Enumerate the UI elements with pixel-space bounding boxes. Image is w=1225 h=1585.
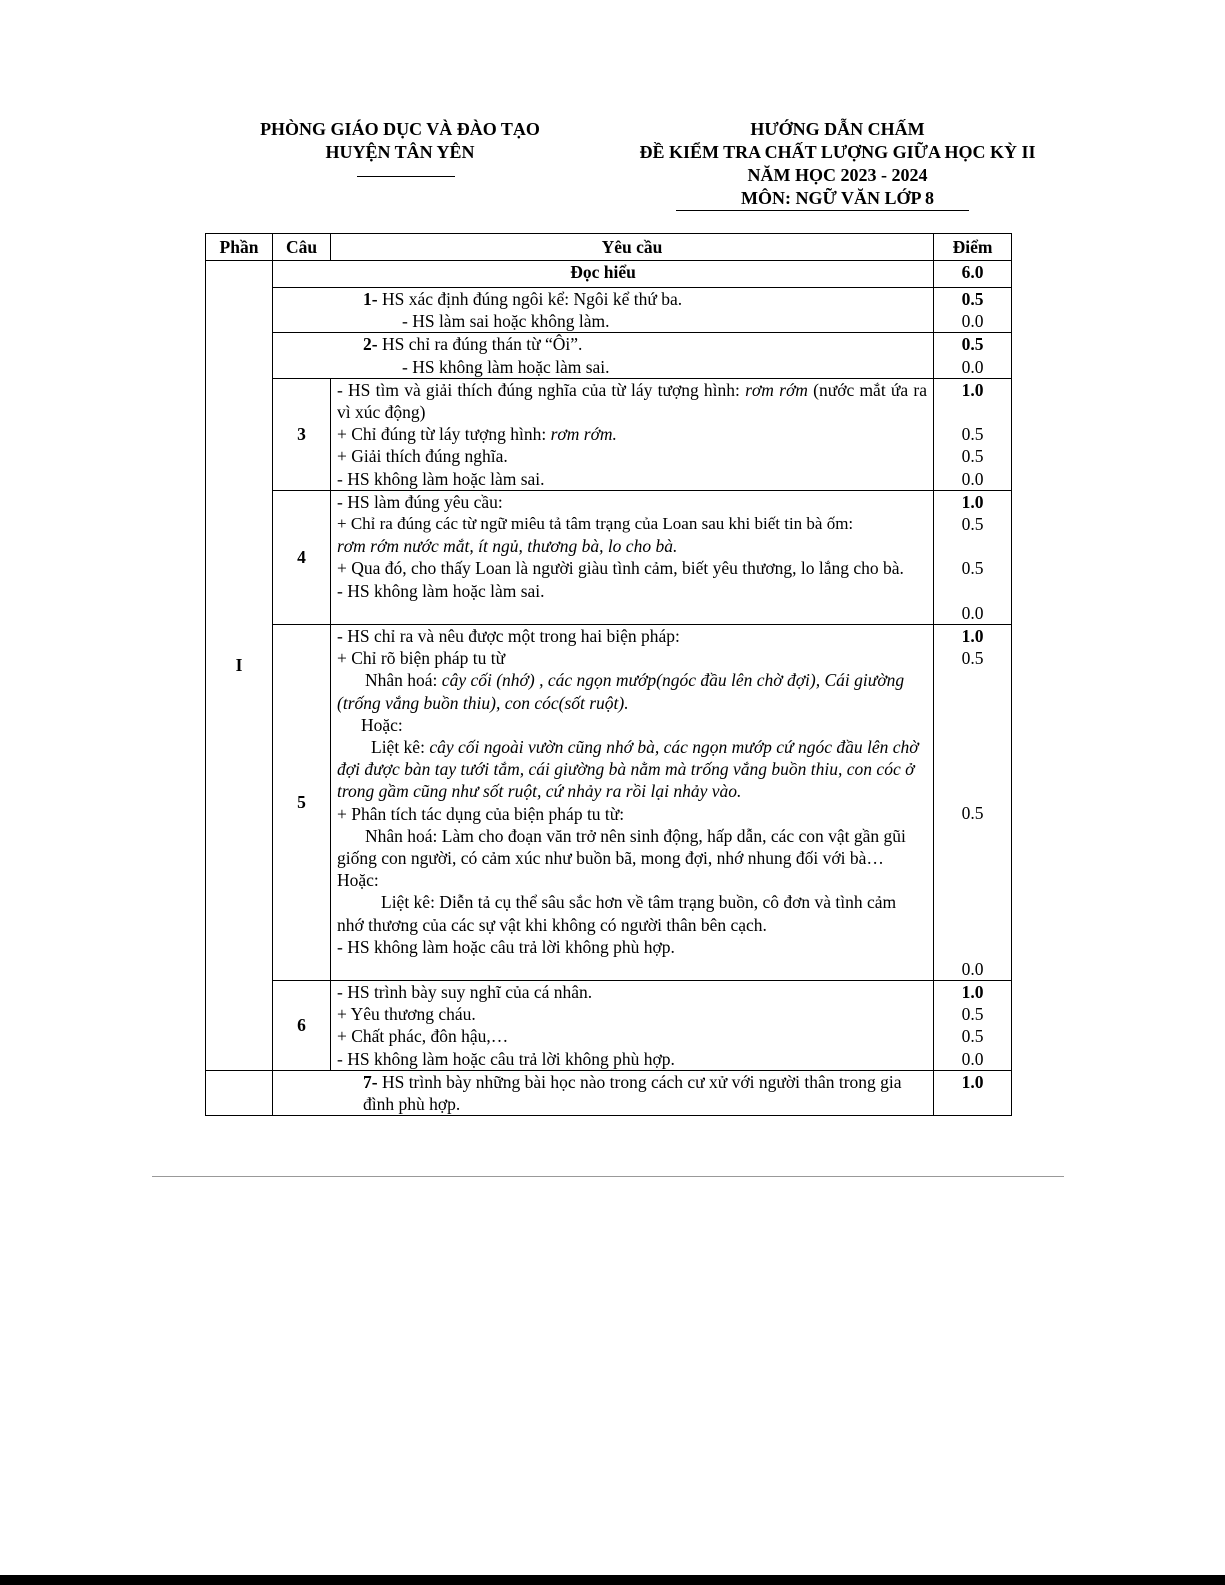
table-row-q1 (206, 288, 1012, 333)
doc-title: HƯỚNG DẪN CHẤM (750, 119, 925, 139)
q1-line1: HS xác định đúng ngôi kể: Ngôi kể thứ ba. (381, 289, 683, 309)
q7-line1: HS trình bày những bài học nào trong cách cư xử với người thân trong gia đình phù hợp. (363, 1071, 902, 1114)
q6-line1: - HS trình bày suy nghĩ của cá nhân. (337, 981, 593, 1002)
q5-line7: Nhân hoá: Làm cho đoạn văn trở nên sinh động, hấp dẫn, các con vật gần gũi giống con người, có cảm xúc như buồn bã, mong đợi, nhớ nhung đối với bà… (337, 825, 906, 868)
q4-line5: - HS không làm hoặc làm sai. (337, 580, 545, 601)
grading-table (205, 233, 1012, 1116)
section-title: Đọc hiểu (273, 261, 934, 288)
q5-line3a: Nhân hoá: (365, 670, 442, 691)
q7-number: 7- (363, 1071, 378, 1092)
header-left (240, 118, 560, 164)
q6-score4: 0.0 (961, 1048, 984, 1069)
q6-number: 6 (273, 980, 331, 1070)
q2-score1: 0.5 (961, 334, 984, 355)
q6-score1: 1.0 (961, 981, 984, 1002)
header-requirement: Yêu cầu (331, 234, 934, 261)
q4-content (331, 490, 934, 624)
q1-scores (934, 288, 1012, 333)
q4-line1: - HS làm đúng yêu cầu: (337, 491, 503, 512)
table-row-q4 (206, 490, 1012, 624)
q3-line3: + Giải thích đúng nghĩa. (337, 446, 508, 467)
q5-content (331, 624, 934, 980)
q2-scores (934, 333, 1012, 378)
school-year: NĂM HỌC 2023 - 2024 (747, 165, 928, 185)
q4-line3: rơm rớm nước mắt, ít ngủ, thương bà, lo cho bà. (337, 536, 678, 557)
q5-line3b: cây cối (nhớ) , các ngọn mướp(ngóc đầu lên chờ đợi), Cái giường (trống vắng buồn thiu), con cóc(sốt ruột). (337, 670, 905, 713)
q3-scores (934, 378, 1012, 490)
q3-line4: - HS không làm hoặc làm sai. (337, 468, 545, 489)
q4-line4: + Qua đó, cho thấy Loan là người giàu tình cảm, biết yêu thương, lo lắng cho bà. (337, 558, 904, 579)
page-separator (152, 1176, 1064, 1177)
q7-scores (934, 1070, 1012, 1115)
q7-content (273, 1070, 934, 1115)
table-row-q7 (206, 1070, 1012, 1115)
q4-number: 4 (273, 490, 331, 624)
q4-score3: 0.5 (961, 558, 984, 579)
q6-line2: + Yêu thương cháu. (337, 1004, 476, 1025)
q5-line9: Liệt kê: Diễn tả cụ thể sâu sắc hơn về tâm trạng buồn, cô đơn và tình cảm nhớ thương của các sự vật khi không có người thân bên cạch. (337, 892, 897, 935)
table-header-row (206, 234, 1012, 261)
q4-score2: 0.5 (961, 514, 984, 535)
q2-line1: HS chỉ ra đúng thán từ “Ôi”. (381, 334, 583, 355)
q3-line2b: rơm rớm. (550, 424, 617, 445)
page-bottom-bar (0, 1575, 1225, 1585)
q4-scores (934, 490, 1012, 624)
q3-score1: 1.0 (961, 379, 984, 400)
q1-content (273, 288, 934, 333)
q3-line1c: (nước mắt ứa ra vì xúc động) (337, 379, 927, 423)
q1-number: 1- (363, 289, 378, 309)
header-left-rule (357, 176, 455, 177)
q5-score3: 0.5 (961, 803, 984, 824)
q3-line1b: rơm rớm (745, 379, 808, 400)
q1-score1: 0.5 (961, 289, 984, 309)
subject: MÔN: NGỮ VĂN LỚP 8 (741, 188, 934, 208)
q6-line4: - HS không làm hoặc câu trả lời không phù hợp. (337, 1048, 675, 1069)
q1-line2: - HS làm sai hoặc không làm. (402, 311, 610, 332)
header-score: Điểm (934, 234, 1012, 261)
q3-line1a: - HS tìm và giải thích đúng nghĩa của từ láy tượng hình: (337, 379, 746, 400)
q5-scores (934, 624, 1012, 980)
q5-score2: 0.5 (961, 648, 984, 669)
q5-line5a: Liệt kê: (371, 736, 430, 757)
q1-score2: 0.0 (961, 311, 984, 332)
table-row-q2 (206, 333, 1012, 378)
q6-line3: + Chất phác, đôn hậu,… (337, 1026, 509, 1047)
q5-line4: Hoặc: (361, 714, 403, 735)
q5-line5b: cây cối ngoài vườn cũng nhớ bà, các ngọn mướp cứ ngóc đầu lên chờ đợi được bàn tay tưới tắm, cái giường bà nằm mà trống vắng buồn thiu, con cóc ở trong gầm cũng như sốt ruột, cứ nhảy ra rồi lại nhảy vào. (337, 736, 919, 802)
header-part: Phần (206, 234, 273, 261)
q6-score2: 0.5 (961, 1004, 984, 1025)
q6-content (331, 980, 934, 1070)
q3-score3: 0.5 (961, 446, 984, 467)
exam-title: ĐỀ KIỂM TRA CHẤT LƯỢNG GIỮA HỌC KỲ II (639, 142, 1036, 162)
q3-line2a: + Chỉ đúng từ láy tượng hình: (337, 424, 551, 445)
q2-score2: 0.0 (961, 356, 984, 377)
district-name: HUYỆN TÂN YÊN (325, 142, 475, 162)
q5-line2: + Chỉ rõ biện pháp tu từ (337, 648, 506, 669)
q5-score1: 1.0 (961, 625, 984, 646)
q5-number: 5 (273, 624, 331, 980)
q2-content (273, 333, 934, 378)
section-score: 6.0 (934, 261, 1012, 288)
department-name: PHÒNG GIÁO DỤC VÀ ĐÀO TẠO (260, 119, 540, 139)
table-row-q6 (206, 980, 1012, 1070)
q4-score1: 1.0 (961, 491, 984, 512)
q5-score4: 0.0 (961, 958, 984, 979)
table-row-q5 (206, 624, 1012, 980)
header-right (610, 118, 1065, 210)
q4-score4: 0.0 (961, 602, 984, 623)
q5-line10: - HS không làm hoặc câu trả lời không phù hợp. (337, 936, 675, 957)
q3-content (331, 378, 934, 490)
q3-number: 3 (273, 378, 331, 490)
q7-score1: 1.0 (961, 1071, 984, 1092)
q6-scores (934, 980, 1012, 1070)
q7-part-empty (206, 1070, 273, 1115)
header-right-rule (676, 210, 969, 211)
q2-line2: - HS không làm hoặc làm sai. (402, 356, 610, 377)
q3-score2: 0.5 (961, 424, 984, 445)
table-row-q3 (206, 378, 1012, 490)
header-question: Câu (273, 234, 331, 261)
q6-score3: 0.5 (961, 1026, 984, 1047)
q2-number: 2- (363, 334, 378, 355)
q3-score4: 0.0 (961, 468, 984, 489)
section-row (206, 261, 1012, 288)
q5-line6: + Phân tích tác dụng của biện pháp tu từ: (337, 803, 625, 824)
part-label: I (206, 261, 273, 1071)
q5-line8: Hoặc: (337, 870, 379, 891)
q4-line2: + Chỉ ra đúng các từ ngữ miêu tả tâm trạng của Loan sau khi biết tin bà ốm: (337, 514, 854, 534)
q5-line1: - HS chỉ ra và nêu được một trong hai biện pháp: (337, 625, 680, 646)
